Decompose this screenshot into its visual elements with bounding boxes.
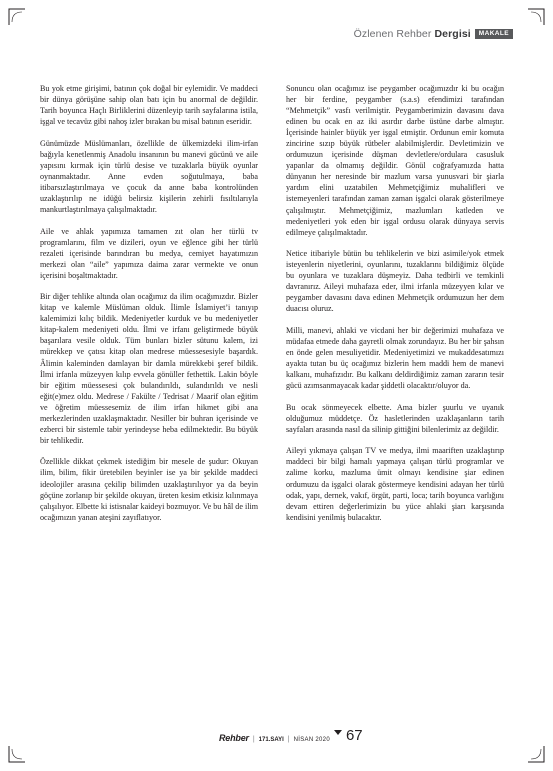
- section-badge: MAKALE: [475, 29, 513, 39]
- corner-ornament-bottom-left: [8, 745, 26, 763]
- magazine-title-light: Özlenen Rehber: [353, 28, 432, 40]
- paragraph: Bu yok etme girişimi, batının çok doğal bir eylemidir. Ve maddeci bir dünya görüşüne sahip olan batı için bu anormal de değildir. Tarih boyunca Haçlı Birliklerini düzenleyip tarih sayfalarına istila, işgal ve tecavüz gibi nahoş izler bırakan bu misal batının eseridir.: [40, 84, 258, 127]
- paragraph: Sonuncu olan ocağımız ise peygamber ocağımızdır ki bu ocağın her bir ferdine, peygamber (s.a.s) efendimizi tarafından “Mehmetçik” vasfı verilmiştir. Peygamberimizin davasını dava edinen bu ocak en az iki asırdır darbe üstüne darbe almıştır. İçerisinde hainler büyük yer işgal etmiştir. Ordunun emir komuta zincirine sızıp büyük rütbeler alabilmişlerdir. Devletimizin ve ordumuzun içerisinde düşman devletlere/ordulara casusluk yapanlar da olmamış değildir. Gönül coğrafyamızda hatta dünyanın her neresinde bir mazlum varsa yunusvari bir şiarla yardım elini uzatabilen Mehmetçiğimiz muhalifleri ve istemeyenleri tarafından zaman zaman işgalci olarak gösterilmeye çalışılmıştır. Mehmetçiğimiz, mazlumları katleden ve medeniyetleri yok eden bir işgal ordusu olarak dünyaya servis edilmeye çalışılmaktadır.: [286, 84, 504, 237]
- page-footer: [219, 729, 363, 743]
- footer-date: NİSAN 2020: [293, 737, 330, 743]
- corner-ornament-top-right: [527, 8, 545, 26]
- paragraph: Aileyi yıkmaya çalışan TV ve medya, ilmi maariften uzaklaştırıp maddeci bir bilgi hamalı yapmaya çalışan türlü programlar ve zalime korku, mazluma ümit olmayı kendisine şiar edinen ordumuzu da işgalci olarak göstermeye kendisini adayan her türlü odak, yapı, dernek, vakıf, örgüt, parti, loca; tarih boyunca varlığını devam ettiren değerlerimizin bu yüce ahlaki şiarı karşısında kendisini yenilmiş bulacaktır.: [286, 446, 504, 522]
- paragraph: Milli, manevi, ahlaki ve vicdani her bir değerimizi muhafaza ve müdafaa etmede daha gayretli olmak zorundayız. Bu her bir şahsın en önde gelen mesuliyetidir. Medeniyetimizi ve mukaddesatımızı ayakta tutan bu üç ocağımız bizlerin hem maddi hem de manevi kalkanı, muhafızıdır. Bu kalkanı deldirdiğimiz zaman zararın tesir gücü azımsanmayacak kadar şiddetli olacaktır/oluyor da.: [286, 325, 504, 391]
- paragraph: Özellikle dikkat çekmek istediğim bir mesele de şudur: Okuyan ilim, bilim, fikir üretebilen beyinler ise ya bir şekilde maddeci ideolojiler arasına çekilip bilimden uzaklaştırılıyor ya da beyin göçüne zorlanıp bir şekilde okuyan, üreten kesim etkisiz kılınmaya çalışılıyor. Elbette ki istisnalar kaideyi bozmuyor. Ve bu hâl de ilim ocağımızın yanan ateşini zayıflatıyor.: [40, 457, 258, 522]
- footer-issue: 171.SAYI: [258, 737, 284, 743]
- paragraph: Netice itibariyle bütün bu tehlikelerin ve bizi asimile/yok etmek isteyenlerin niyetlerini, oyunlarını, tuzaklarını bildiğimiz ölçüde bu oyunlara ve tuzaklara düşmeyiz. Daha tedbirli ve temkinli davranırız. Aileyi muhafaza eder, ilmi irfanla müzeyyen kılar ve peygamber davasını dava edinen Mehmetçik ordumuzun her dem duacısı oluruz.: [286, 249, 504, 314]
- paragraph: Bir diğer tehlike altında olan ocağımız da ilim ocağımızdır. Bizler kitap ve kalemle Müslüman olduk. İlimle İslamiyet’i tanıyıp kalemimizi kılıç bildik. Medeniyetler kurduk ve bu medeniyetler kitap-kalem medeniyeti oldu. İlmi ve irfanı geliştirmede büyük başarılara vesile olduk. Tüm bunları bizler sütunu kalem, izi mürekkep ve çatısı kitap olan medrese müessesesiyle başardık. Âlimin kaleminden damlayan bir damla mürekkebi şeref bildik. İlmi irfanla müzeyyen kılıp evvela gönüller fethettik. Lakin böyle bir eğitim müessesesi çok bulandırıldı, sulandırıldı ve nesli eğit(e)mez oldu. Medrese / Fakülte / Tedrisat / Maarif olan eğitim ve öğretim müessesemiz de ilim irfan hikmet gibi ana merkezlerinden uzaklaşmaktadır. Nesiller bir buhran içerisinde ve ezberci bir sistemle tabir yerindeyse heba edilmektedir. Bu büyük bir tehlikedir.: [40, 292, 258, 445]
- corner-ornament-bottom-right: [527, 745, 545, 763]
- footer-separator: |: [287, 736, 290, 743]
- article-column-right: [286, 83, 504, 533]
- article-column-left: [40, 83, 258, 533]
- paragraph: Günümüzde Müslümanları, özellikle de ülkemizdeki ilim-irfan bağıyla kenetlenmiş Anadolu insanının bu manevi gücünü ve aile yapısını kırmak için türlü desise ve tuzaklarla büyük oyunlar oynanmaktadır. Anne evden soğutulmaya, baba itibarsızlaştırılmaya ve çocuk da anne baba kontrolünden uzaklaştırılıp ne idüğü belirsiz kişilerin zehirli fısıltılarıyla mankurtlaştırılmaya çalışılmaktadır.: [40, 138, 258, 214]
- paragraph: Bu ocak sönmeyecek elbette. Ama bizler şuurlu ve uyanık olduğumuz müddetçe. Öz hasletlerinden uzaklaşanların tarih sayfaları arasında nasıl da silinip gittiğini bilenlerimiz az değildir.: [286, 402, 504, 434]
- page-header: [354, 28, 513, 40]
- magazine-title: [354, 28, 471, 40]
- page-number: 67: [345, 727, 363, 744]
- footer-brand: Rehber: [219, 733, 249, 743]
- footer-separator: |: [252, 736, 255, 743]
- corner-ornament-top-left: [8, 8, 26, 26]
- triangle-marker-icon: [334, 730, 342, 735]
- paragraph: Aile ve ahlak yapımıza tamamen zıt olan her türlü tv programlarını, film ve dizileri, oyun ve eğlence gibi her türlü rezaleti içerisinde barındıran bu medya, cemiyet hayatımızın merkezi olan “aile” yapımıza daima zarar vermekte ve onun içerisini boşaltmaktadır.: [40, 226, 258, 280]
- magazine-title-bold: Dergisi: [434, 28, 471, 40]
